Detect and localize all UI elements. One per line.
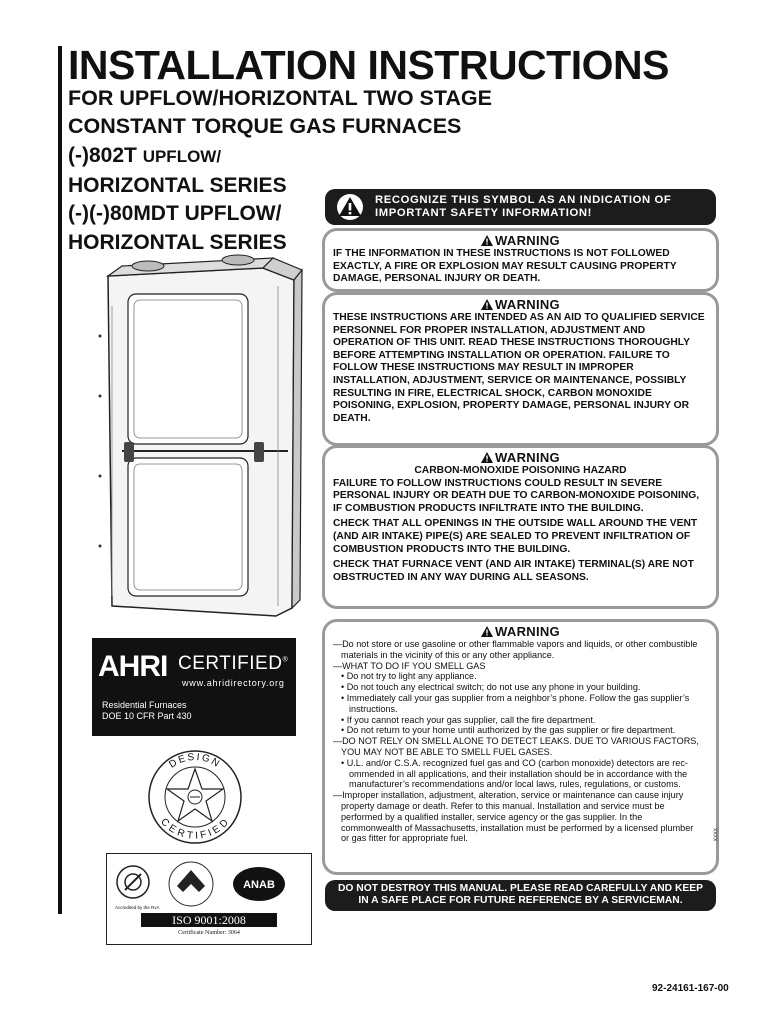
- safety-symbol-text: RECOGNIZE THIS SYMBOL AS AN INDICATION OF IMPORTANT SAFETY INFORMATION!: [375, 194, 672, 219]
- warning-heading: WARNING: [325, 624, 716, 639]
- anab-logo-text: ANAB: [243, 879, 275, 891]
- design-certified-seal: [140, 745, 250, 845]
- page-subtitle: [68, 84, 492, 140]
- gas-warning-line: • If you cannot reach your gas supplier, call the fire department.: [341, 714, 596, 725]
- iso-certification: [106, 853, 312, 945]
- series-line: HORIZONTAL SERIES: [68, 230, 287, 254]
- gas-warning-line: property damage or death. Refer to this manual. Installation and service must be: [341, 800, 665, 811]
- gas-warning-line: ommended in all applications, and their installation should be in accordance with the: [349, 768, 688, 779]
- ahri-url: www.ahridirectory.org: [182, 678, 285, 688]
- document-number: 92-24161-167-00: [652, 983, 729, 994]
- gas-warning-line: materials in the vicinity of this or any other appliance.: [341, 649, 555, 660]
- warning-icon: [481, 299, 493, 310]
- warning-heading: WARNING: [325, 297, 716, 312]
- left-rule: [58, 46, 62, 914]
- warning-triangle-icon: [335, 194, 365, 220]
- series-line: (-)802T UPFLOW/: [68, 144, 222, 167]
- ahri-certified-logo: [92, 638, 296, 736]
- keep-manual-banner: [325, 880, 716, 911]
- gas-warning-line: performed by a qualified installer, service agency or the gas supplier. In the: [341, 811, 643, 822]
- warning-text: FAILURE TO FOLLOW INSTRUCTIONS COULD RESULT IN SEVERE PERSONAL INJURY OR DEATH DUE TO CARBON-MONOXIDE POISONING, IF COMBUSTION PRODUCTS INFILTRATE INTO THE BUILDING.: [333, 477, 700, 514]
- gas-warning-line: —DO NOT RELY ON SMELL ALONE TO DETECT LEAKS. DUE TO VARIOUS FACTORS,: [333, 736, 699, 747]
- warning-icon: [481, 235, 493, 246]
- safety-symbol-banner: [325, 189, 716, 225]
- accredited-text: Accredited by the RvA: [115, 905, 160, 910]
- gas-warning-line: • Do not return to your home until authorized by the gas supplier or fire department.: [341, 725, 676, 736]
- gas-warning-line: • Do not try to light any appliance.: [341, 671, 477, 682]
- warning-icon: [481, 452, 493, 463]
- gas-warning-line: instructions.: [349, 703, 398, 714]
- seal-top-text: DESIGN: [167, 751, 223, 771]
- side-code: XXXX: [713, 828, 719, 842]
- keep-manual-line-1: DO NOT DESTROY THIS MANUAL. PLEASE READ CAREFULLY AND KEEP: [337, 883, 703, 894]
- gas-warning-line: manufacturer’s recommendations and/or local laws, rules, regulations, or customs.: [349, 779, 681, 790]
- gas-warning-line: commonwealth of Massachusetts, installation must be performed by a licensed plumber: [341, 822, 694, 833]
- iso-standard: ISO 9001:2008: [141, 913, 277, 927]
- warning-subheading: CARBON-MONOXIDE POISONING HAZARD: [414, 465, 627, 476]
- keep-manual-line-2: IN A SAFE PLACE FOR FUTURE REFERENCE BY A SERVICEMAN.: [358, 895, 683, 907]
- warning-box: [325, 448, 716, 606]
- warning-text: CHECK THAT ALL OPENINGS IN THE OUTSIDE WALL AROUND THE VENT (AND AIR INTAKE) PIPE(S) ARE SEALED TO PREVENT INFILTRATION OF COMBUSTION PRODUCTS INTO THE BUILDING.: [333, 518, 698, 555]
- seal-bottom-text: CERTIFIED: [158, 816, 232, 842]
- warning-text: CHECK THAT FURNACE VENT (AND AIR INTAKE) TERMINAL(S) ARE NOT OBSTRUCTED IN ANY WAY DURING ALL SEASONS.: [333, 559, 694, 583]
- ahri-residential: Residential Furnaces DOE 10 CFR Part 430: [102, 700, 192, 721]
- gas-warning-line: —WHAT TO DO IF YOU SMELL GAS: [333, 660, 486, 671]
- gas-warning-line: • Do not touch any electrical switch; do not use any phone in your building.: [341, 682, 641, 693]
- warning-box: [325, 295, 716, 443]
- certificate-number: Certificate Number: 3064: [178, 930, 240, 936]
- warning-box: [325, 622, 719, 872]
- warning-text: IF THE INFORMATION IN THESE INSTRUCTIONS IS NOT FOLLOWED EXACTLY, A FIRE OR EXPLOSION MAY RESULT CAUSING PROPERTY DAMAGE, PERSONAL INJURY OR DEATH.: [333, 248, 677, 285]
- series-line: HORIZONTAL SERIES: [68, 173, 287, 197]
- ahri-wordmark: AHRI: [98, 650, 168, 683]
- series-list: [68, 142, 287, 257]
- warning-text: THESE INSTRUCTIONS ARE INTENDED AS AN AID TO QUALIFIED SERVICE PERSONNEL FOR PROPER INSTALLATION, ADJUSTMENT AND OPERATION OF THIS UNIT. READ THESE INSTRUCTIONS THOROUGHLY BEFORE ATTEMPTING INSTALLATION OR OPERATION. FAILURE TO FOLLOW THESE INSTRUCTIONS MAY RESULT IN IMPROPER INSTALLATION, ADJUSTMENT, SERVICE OR MAINTENANCE, POSSIBLY RESULTING IN FIRE, ELECTRICAL SHOCK, CARBON MONOXIDE POISONING, EXPLOSION, PROPERTY DAMAGE, PERSONAL INJURY OR DEATH.: [333, 312, 705, 424]
- subtitle-line-2: CONSTANT TORQUE GAS FURNACES: [68, 114, 462, 138]
- warning-box: [325, 231, 716, 289]
- series-line: (-)(-)80MDT UPFLOW/: [68, 202, 282, 225]
- gas-warning-line: —Improper installation, adjustment, alteration, service or maintenance can cause injury: [333, 790, 684, 801]
- gas-warning-list: [325, 639, 716, 844]
- gas-warning-line: or gas fitter for appropriate fuel.: [341, 833, 468, 844]
- certification-marks: [111, 858, 307, 910]
- gas-warning-line: YOU MAY NOT BE ABLE TO SMELL FUEL GASES.: [341, 746, 553, 757]
- gas-warning-line: • Immediately call your gas supplier from a neighbor’s phone. Follow the gas supplier’s: [341, 692, 690, 703]
- svg-text:CERTIFIED: [158, 816, 232, 841]
- warning-heading: WARNING: [325, 450, 716, 465]
- gas-warning-line: —Do not store or use gasoline or other flammable vapors and liquids, or other combustible: [333, 639, 698, 649]
- furnace-illustration: [88, 246, 310, 618]
- ahri-certified-text: CERTIFIED®: [178, 653, 289, 674]
- warning-icon: [481, 626, 493, 637]
- subtitle-line-1: FOR UPFLOW/HORIZONTAL TWO STAGE: [68, 86, 492, 110]
- warning-heading: WARNING: [325, 233, 716, 248]
- gas-warning-line: • U.L. and/or C.S.A. recognized fuel gas and CO (carbon monoxide) detectors are rec-: [341, 757, 688, 768]
- page-title: INSTALLATION INSTRUCTIONS: [68, 42, 669, 88]
